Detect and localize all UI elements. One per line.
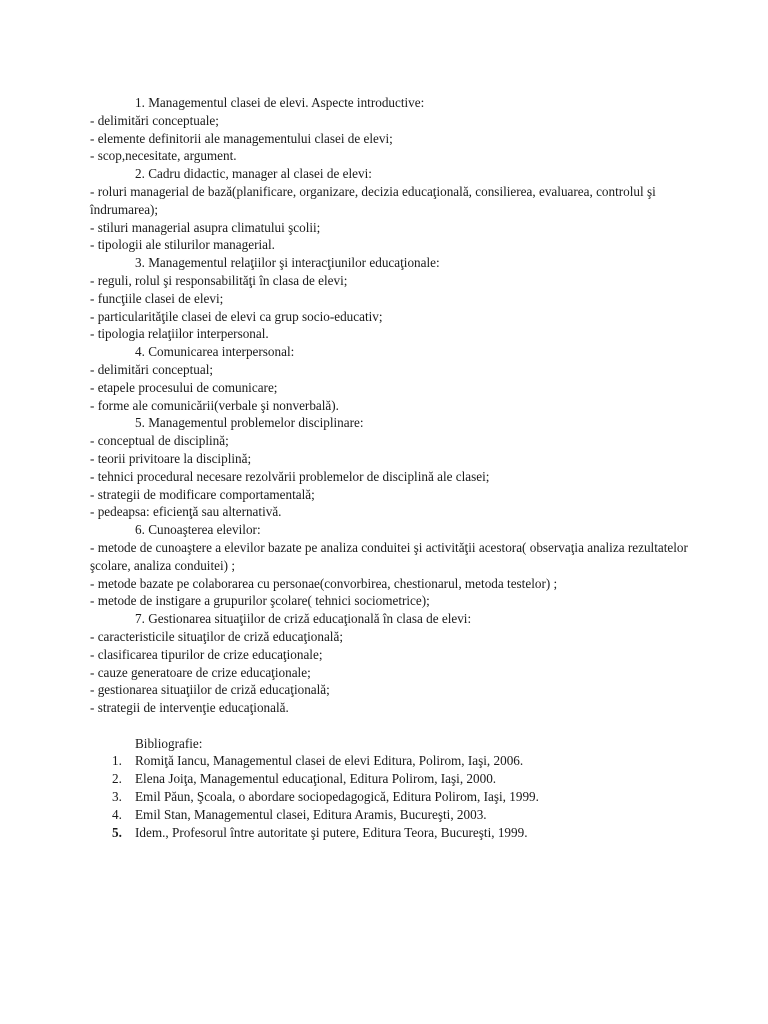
- list-item: - forme ale comunicării(verbale şi nonverbală).: [90, 397, 339, 413]
- list-item: - etapele procesului de comunicare;: [90, 379, 278, 395]
- list-item: - teorii privitoare la disciplină;: [90, 450, 252, 466]
- section-heading: 2. Cadru didactic, manager al clasei de elevi:: [135, 166, 372, 182]
- list-item: - roluri managerial de bază(planificare, organizare, decizia educaţională, consilierea, evaluarea, controlul şi îndrumarea);: [90, 183, 656, 217]
- list-item: - strategii de modificare comportamentală;: [90, 486, 315, 502]
- bibliography: [90, 735, 710, 842]
- list-item: - tehnici procedural necesare rezolvării problemelor de disciplină ale clasei;: [90, 468, 490, 484]
- list-item: - metode de cunoaştere a elevilor bazate pe analiza conduitei şi activităţii acestora( observaţia analiza rezultatelor şcolare, analiza conduitei) ;: [90, 539, 688, 573]
- list-item: - cauze generatoare de crize educaţionale;: [90, 664, 311, 680]
- paragraph-spacer: [90, 717, 710, 735]
- list-item: - strategii de intervenţie educaţională.: [90, 700, 289, 716]
- section-heading: 4. Comunicarea interpersonal:: [135, 344, 295, 360]
- list-item: - tipologii ale stilurilor managerial.: [90, 237, 275, 253]
- bibliography-item: [90, 770, 710, 788]
- bibliography-text: Emil Păun, Şcoala, o abordare sociopedagogică, Editura Polirom, Iaşi, 1999.: [135, 789, 539, 805]
- list-item: - funcţiile clasei de elevi;: [90, 290, 224, 306]
- section-7: [90, 610, 710, 717]
- bibliography-number: 5.: [112, 824, 122, 840]
- section-heading: 5. Managementul problemelor disciplinare:: [135, 415, 364, 431]
- list-item: - pedeapsa: eficienţă sau alternativă.: [90, 504, 282, 520]
- bibliography-number: 3.: [112, 789, 122, 805]
- bibliography-list: [90, 752, 710, 841]
- bibliography-text: Idem., Profesorul între autoritate şi putere, Editura Teora, Bucureşti, 1999.: [135, 824, 528, 840]
- list-item: - tipologia relaţiilor interpersonal.: [90, 326, 269, 342]
- bibliography-number: 1.: [112, 753, 122, 769]
- section-heading: 1. Managementul clasei de elevi. Aspecte introductive:: [135, 95, 425, 110]
- list-item: - caracteristicile situaţilor de criză educaţională;: [90, 628, 343, 644]
- section-heading: 7. Gestionarea situaţiilor de criză educaţională în clasa de elevi:: [135, 611, 472, 627]
- bibliography-item: [90, 788, 710, 806]
- list-item: - particularităţile clasei de elevi ca grup socio-educativ;: [90, 308, 383, 324]
- bibliography-item: [90, 806, 710, 824]
- document-page: [90, 94, 710, 841]
- section-heading: 3. Managementul relaţiilor şi interacţiunilor educaţionale:: [135, 255, 440, 271]
- list-item: - elemente definitorii ale managementului clasei de elevi;: [90, 130, 393, 146]
- section-4: [90, 343, 710, 414]
- list-item: - metode de instigare a grupurilor şcolare( tehnici sociometrice);: [90, 593, 430, 609]
- section-6: [90, 521, 710, 610]
- section-5: [90, 414, 710, 521]
- list-item: - conceptual de disciplină;: [90, 433, 229, 449]
- list-item: - stiluri managerial asupra climatului şcolii;: [90, 219, 321, 235]
- bibliography-number: 2.: [112, 771, 122, 787]
- list-item: - clasificarea tipurilor de crize educaţionale;: [90, 646, 323, 662]
- section-heading: 6. Cunoaşterea elevilor:: [135, 522, 261, 538]
- section-2: [90, 165, 710, 254]
- list-item: - scop,necesitate, argument.: [90, 148, 237, 164]
- list-item: - reguli, rolul şi responsabilităţi în clasa de elevi;: [90, 272, 348, 288]
- list-item: - metode bazate pe colaborarea cu personae(convorbirea, chestionarul, metoda testelor) ;: [90, 575, 558, 591]
- bibliography-number: 4.: [112, 806, 122, 822]
- bibliography-text: Emil Stan, Managementul clasei, Editura Aramis, Bucureşti, 2003.: [135, 806, 487, 822]
- list-item: - gestionarea situaţiilor de criză educaţională;: [90, 682, 330, 698]
- bibliography-item: [90, 824, 710, 842]
- bibliography-item: [90, 752, 710, 770]
- list-item: - delimitări conceptual;: [90, 361, 214, 377]
- bibliography-text: Romiţă Iancu, Managementul clasei de elevi Editura, Polirom, Iaşi, 2006.: [135, 753, 524, 769]
- bibliography-text: Elena Joiţa, Managementul educaţional, Editura Polirom, Iaşi, 2000.: [135, 771, 497, 787]
- section-1: [90, 94, 710, 165]
- list-item: - delimitări conceptuale;: [90, 112, 219, 128]
- bibliography-title: Bibliografie:: [135, 735, 203, 751]
- section-3: [90, 254, 710, 343]
